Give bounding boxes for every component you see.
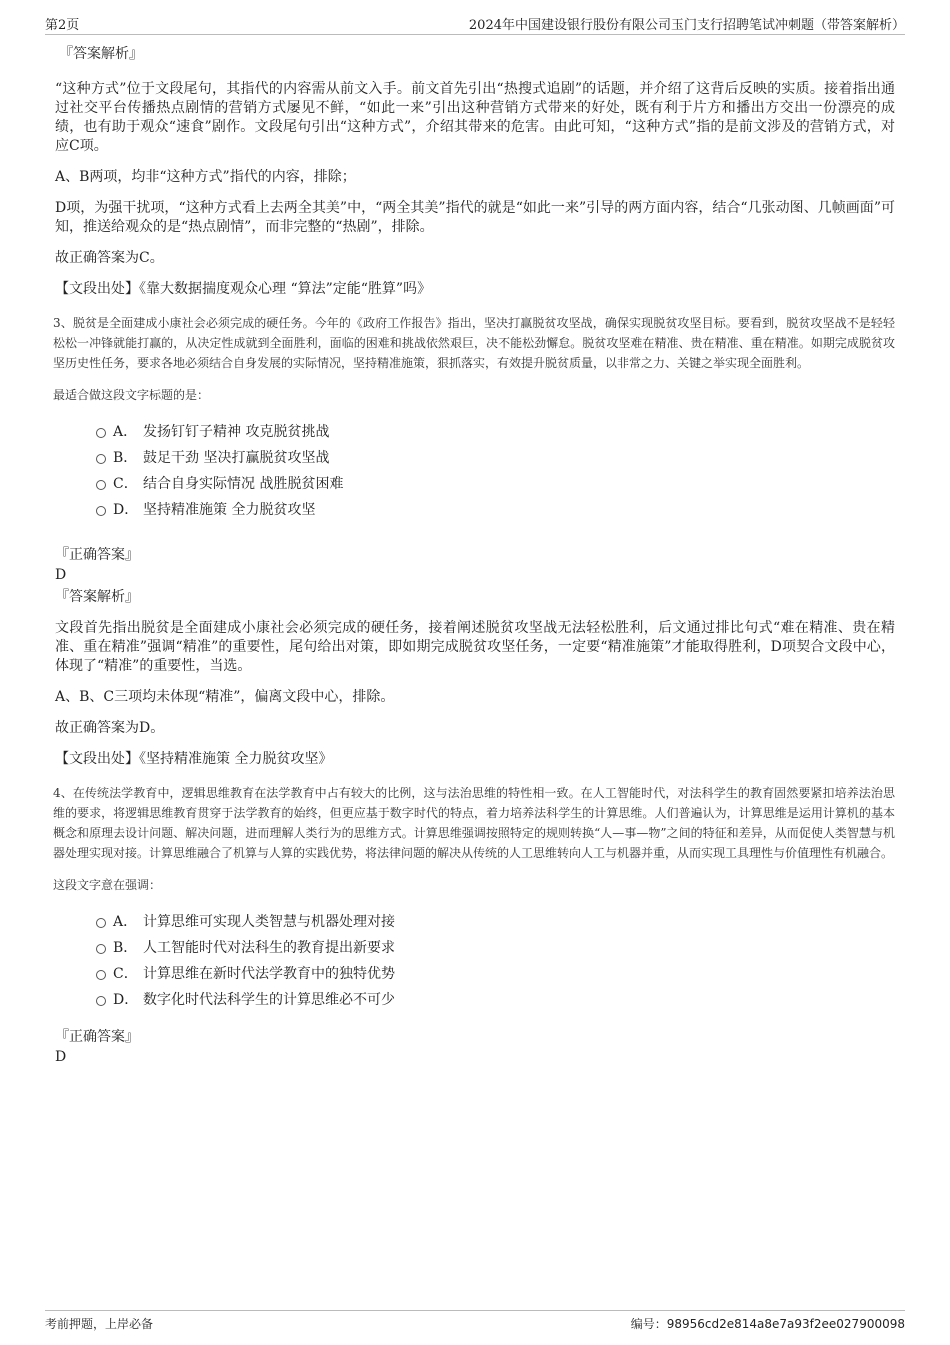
radio-button-icon[interactable] — [96, 944, 106, 954]
q4-question: 这段文字意在强调： — [53, 878, 162, 892]
radio-button-icon[interactable] — [96, 970, 106, 980]
radio-button-icon[interactable] — [96, 480, 106, 490]
q2-analysis-paragraph-2: A、B两项，均非“这种方式”指代的内容，排除； — [55, 169, 356, 185]
q3-option-d[interactable]: D． 坚持精准施策 全力脱贫攻坚 — [55, 497, 895, 523]
radio-button-icon[interactable] — [96, 918, 106, 928]
q3-option-c[interactable]: C． 结合自身实际情况 战胜脱贫困难 — [55, 471, 895, 497]
q4-options — [55, 909, 895, 1013]
q2-source: 【文段出处】《靠大数据揣度观众心理 “算法”定能“胜算”吗》 — [55, 281, 432, 297]
q3-question: 最适合做这段文字标题的是： — [53, 388, 210, 402]
q3-options — [55, 419, 895, 523]
q3-analysis-label: 『答案解析』 — [55, 589, 139, 605]
q3-analysis-paragraph-2: A、B、C三项均未体现“精准”，偏离文段中心，排除。 — [55, 689, 395, 705]
q3-stem: 3、脱贫是全面建成小康社会必须完成的硬任务。今年的《政府工作报告》指出，坚决打赢脱贫攻坚战，确保实现脱贫攻坚目标。要看到，脱贫攻坚战不是轻轻松松一冲锋就能打赢的，从决定性成就到全面胜利，面临的困难和挑战依然艰巨，决不能松劲懈怠。脱贫攻坚难在精准、贵在精准、重在精准。如期完成脱贫攻坚历史性任务，要求各地必须结合自身发展的实际情况，坚持精准施策，狠抓落实，有效提升脱贫质量，以非常之力、关键之举实现全面胜利。 — [53, 316, 895, 370]
q4-answer-label: 『正确答案』 — [55, 1029, 139, 1045]
q4-stem: 4、在传统法学教育中，逻辑思维教育在法学教育中占有较大的比例，这与法治思维的特性相一致。在人工智能时代，对法科学生的教育固然要紧扣培养法治思维的要求，将逻辑思维教育贯穿于法学教育的始终，但更应基于数字时代的特点，着力培养法科学生的计算思维。人们普遍认为，计算思维是运用计算机的基本概念和原理去设计问题、解决问题，进而理解人类行为的思维方式。计算思维强调按照特定的规则转换“人—事—物”之间的特征和差异，从而促使人类智慧与机器处理实现对接。计算思维融合了机算与人算的实践优势，将法律问题的解决从传统的人工思维转向人工与机器并重，从而实现工具理性与价值理性有机融合。 — [53, 786, 895, 860]
radio-button-icon[interactable] — [96, 454, 106, 464]
q3-analysis-conclusion: 故正确答案为D。 — [55, 720, 165, 736]
q4-option-b[interactable]: B． 人工智能时代对法科生的教育提出新要求 — [55, 935, 895, 961]
radio-button-icon[interactable] — [96, 996, 106, 1006]
q3-option-b[interactable]: B． 鼓足干劲 坚决打赢脱贫攻坚战 — [55, 445, 895, 471]
q3-option-a[interactable]: A． 发扬钉钉子精神 攻克脱贫挑战 — [55, 419, 895, 445]
q2-analysis-paragraph-1: “这种方式”位于文段尾句，其指代的内容需从前文入手。前文首先引出“热搜式追剧”的话题，并介绍了这背后反映的实质。接着指出通过社交平台传播热点剧情的营销方式屡见不鲜，“如此一来”引出这种营销方式带来的好处，既有利于片方和播出方交出一份漂亮的成绩，也有助于观众“速食”剧作。文段尾句引出“这种方式”，介绍其带来的危害。由此可知，“这种方式”指的是前文涉及的营销方式，对应C项。 — [55, 81, 895, 154]
radio-button-icon[interactable] — [96, 428, 106, 438]
document-title: 2024年中国建设银行股份有限公司玉门支行招聘笔试冲刺题（带答案解析） — [468, 18, 905, 33]
q4-option-d[interactable]: D． 数字化时代法科学生的计算思维必不可少 — [55, 987, 895, 1013]
page-footer — [45, 1310, 905, 1333]
q3-answer: D — [55, 567, 67, 583]
q2-analysis-paragraph-3: D项，为强干扰项，“这种方式看上去两全其美”中，“两全其美”指代的就是“如此一来”引导的两方面内容，结合“几张动图、几帧画面”可知，推送给观众的是“热点剧情”，而非完整的“热剧”，排除。 — [55, 200, 895, 235]
page-header — [45, 12, 905, 35]
q3-analysis-paragraph-1: 文段首先指出脱贫是全面建成小康社会必须完成的硬任务，接着阐述脱贫攻坚战无法轻松胜利，后文通过排比句式“难在精准、贵在精准、重在精准”强调“精准”的重要性，尾句给出对策，即如期完成脱贫攻坚任务，一定要“精准施策”才能取得胜利，D项契合文段中心，体现了“精准”的重要性，当选。 — [55, 620, 895, 674]
page-number: 第2页 — [45, 18, 80, 33]
q4-answer: D — [55, 1049, 67, 1065]
q3-source: 【文段出处】《坚持精准施策 全力脱贫攻坚》 — [55, 751, 333, 767]
page-content — [55, 44, 895, 1067]
q2-analysis-conclusion: 故正确答案为C。 — [55, 250, 164, 266]
q3-answer-label: 『正确答案』 — [55, 547, 139, 563]
footer-slogan: 考前押题，上岸必备 — [45, 1317, 154, 1331]
q4-option-c[interactable]: C． 计算思维在新时代法学教育中的独特优势 — [55, 961, 895, 987]
q2-analysis-label: 『答案解析』 — [59, 46, 143, 62]
radio-button-icon[interactable] — [96, 506, 106, 516]
document-id: 编号：98956cd2e814a8e7a93f2ee027900098 — [630, 1317, 905, 1331]
q4-option-a[interactable]: A． 计算思维可实现人类智慧与机器处理对接 — [55, 909, 895, 935]
